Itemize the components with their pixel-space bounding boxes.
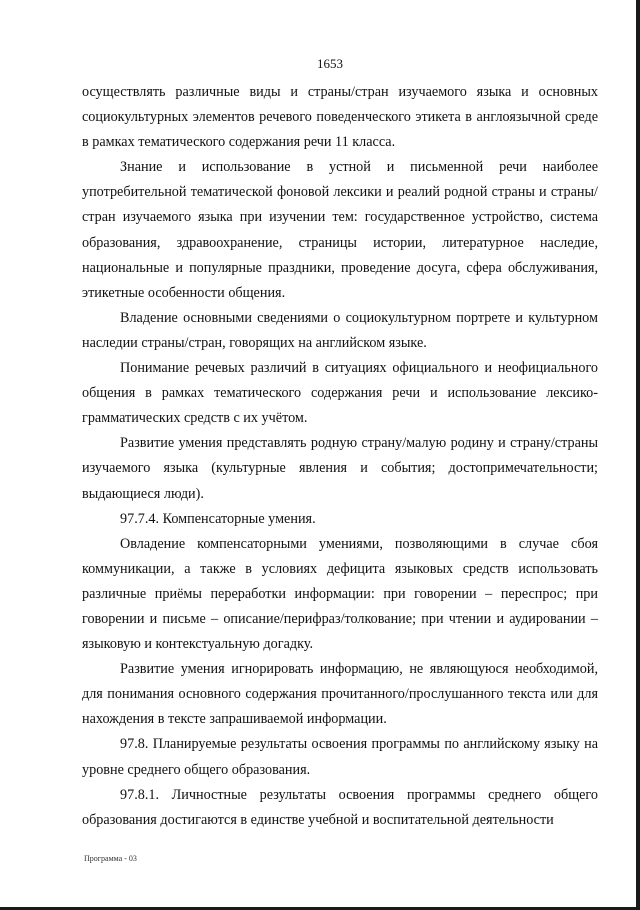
paragraph-continuation: осуществлять различные виды и страны/стран изучаемого языка и основных социокультурных элементов речевого поведенческого этикета в англоязычной среде в рамках тематического содержания речи 11 класса.	[82, 84, 598, 151]
scan-edge-right	[636, 0, 640, 910]
paragraph-speech-differences: Понимание речевых различий в ситуациях официального и неофициального общения в рамках тематического содержания речи и использование лексико-грамматических средств с их учётом.	[82, 360, 598, 427]
body-text	[82, 80, 598, 833]
paragraph-knowledge: Знание и использование в устной и письменной речи наиболее употребительной тематической фоновой лексики и реалий родной страны и страны/стран изучаемого языка при изучении тем: государственное устройство, система образования, здравоохранение, страницы истории, литературное наследие, национальные и популярные праздники, проведение досуга, сфера обслуживания, этикетные особенности общения.	[82, 159, 598, 301]
paragraph-compensatory-skills: Овладение компенсаторными умениями, позволяющими в случае сбоя коммуникации, а также в условиях дефицита языковых средств использовать различные приёмы переработки информации: при говорении – переспрос; при говорении и письме – описание/перифраз/толкование; при чтении и аудировании – языковую и контекстуальную догадку.	[82, 535, 598, 653]
paragraph-ignoring-information: Развитие умения игнорировать информацию, не являющуюся необходимой, для понимания основного содержания прочитанного/прослушанного текста или для нахождения в тексте запрашиваемой информации.	[82, 661, 598, 728]
page-number: 1653	[317, 56, 343, 71]
section-heading-planned-results: 97.8. Планируемые результаты освоения программы по английскому языку на уровне среднего общего образования.	[82, 736, 598, 778]
section-heading-compensatory: 97.7.4. Компенсаторные умения.	[120, 510, 316, 527]
paragraph-presenting-country: Развитие умения представлять родную страну/малую родину и страну/страны изучаемого языка (культурные явления и события; достопримечательности; выдающиеся люди).	[82, 435, 598, 502]
footer-note: Программа - 03	[84, 854, 137, 863]
paragraph-personal-results: 97.8.1. Личностные результаты освоения программы среднего общего образования достигаются в единстве учебной и воспитательной деятельности	[82, 786, 598, 828]
paragraph-cultural-heritage: Владение основными сведениями о социокультурном портрете и культурном наследии страны/стран, говорящих на английском языке.	[82, 309, 598, 351]
